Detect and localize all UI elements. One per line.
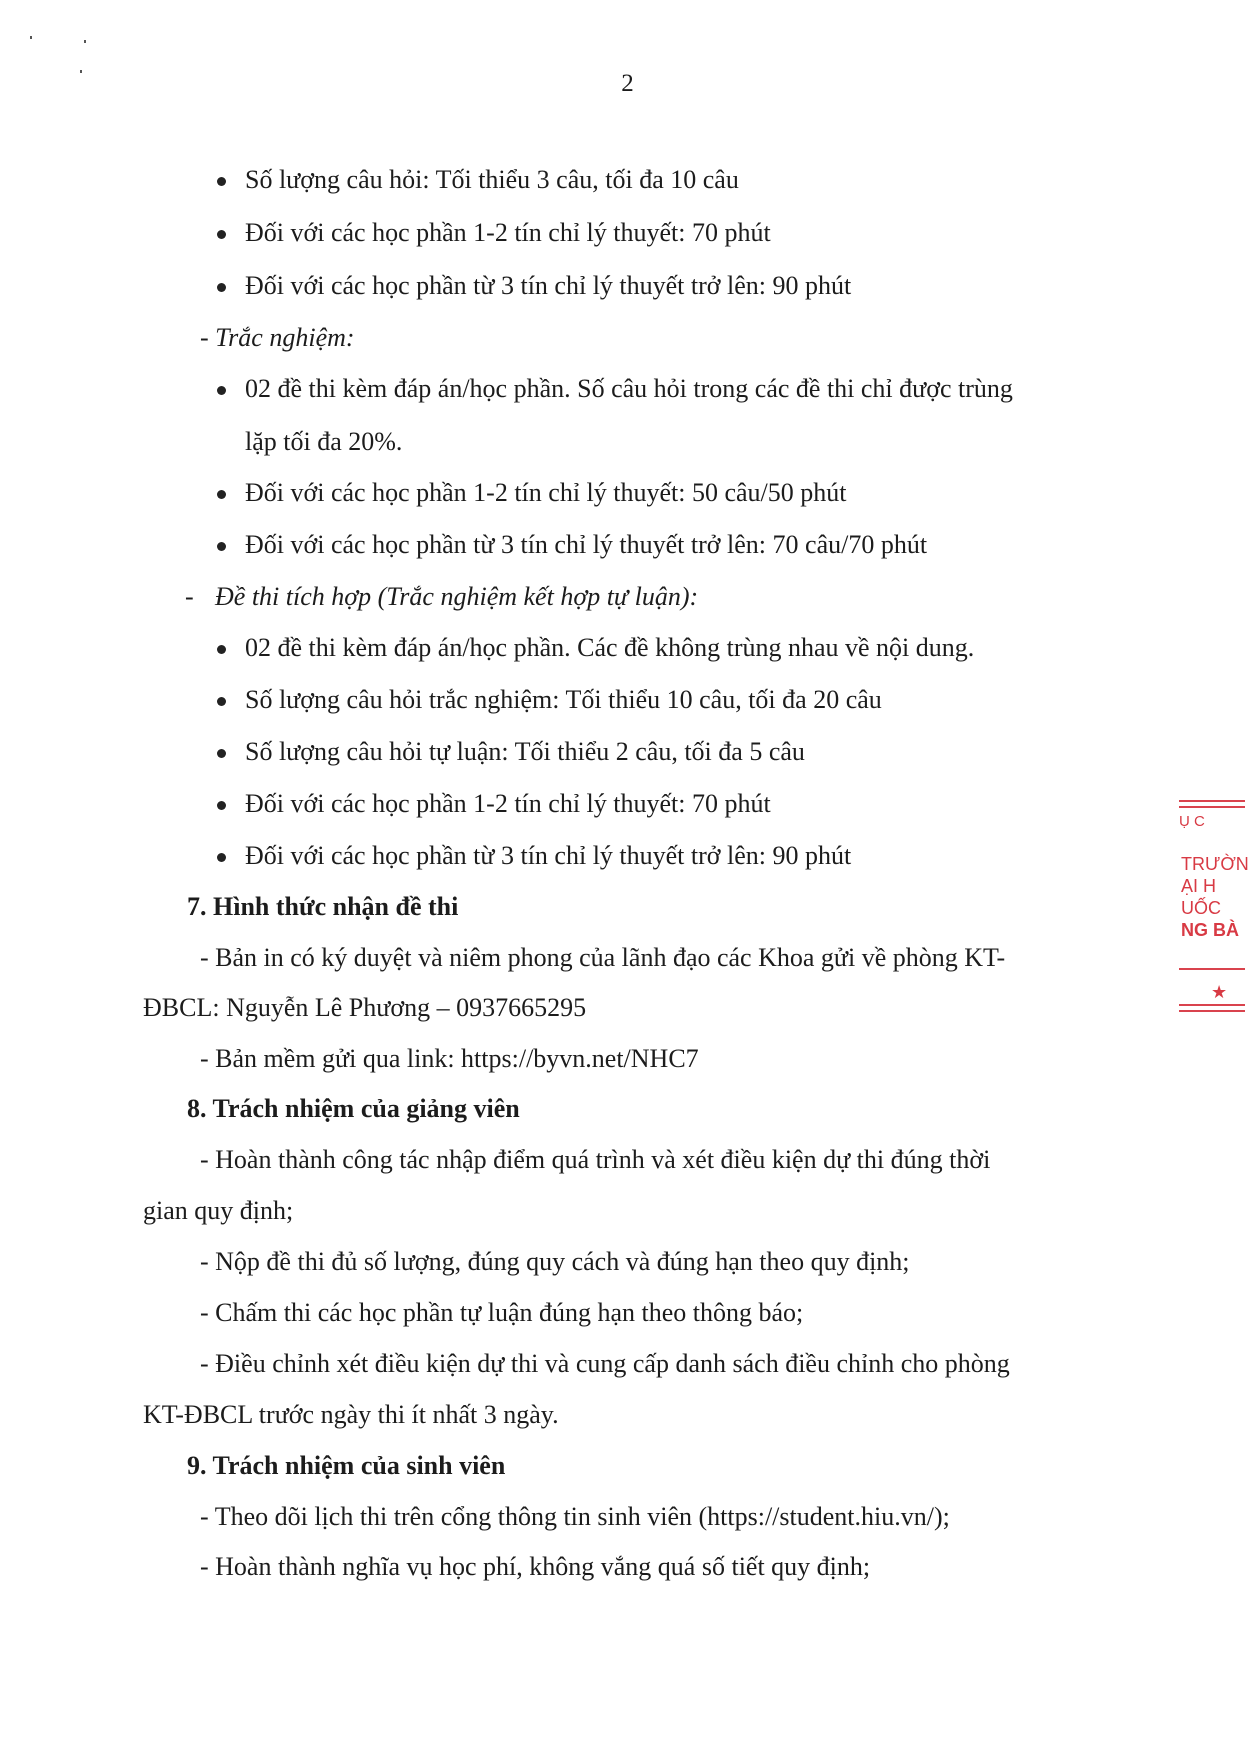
list-item: Đối với các học phần từ 3 tín chỉ lý thuyết trở lên: 70 câu/70 phút xyxy=(245,530,927,560)
bullet-icon xyxy=(217,697,226,706)
official-seal xyxy=(1175,790,1249,1020)
list-item: 02 đề thi kèm đáp án/học phần. Các đề không trùng nhau về nội dung. xyxy=(245,633,974,663)
paragraph-line: - Điều chỉnh xét điều kiện dự thi và cung cấp danh sách điều chỉnh cho phòng xyxy=(200,1349,1010,1378)
paragraph-line: gian quy định; xyxy=(143,1196,294,1225)
paragraph-line: - Chấm thi các học phần tự luận đúng hạn theo thông báo; xyxy=(200,1298,804,1327)
bullet-icon xyxy=(217,230,226,239)
list-item: Đối với các học phần 1-2 tín chỉ lý thuyết: 70 phút xyxy=(245,789,771,819)
list-item: Đối với các học phần từ 3 tín chỉ lý thuyết trở lên: 90 phút xyxy=(245,841,851,871)
list-item-continuation: lặp tối đa 20%. xyxy=(245,427,403,456)
seal-text: Ụ C xyxy=(1179,813,1205,830)
section-7-heading: 7. Hình thức nhận đề thi xyxy=(187,892,459,921)
bullet-icon xyxy=(217,386,226,395)
bullet-icon xyxy=(217,645,226,654)
bullet-icon xyxy=(217,749,226,758)
bullet-icon xyxy=(217,542,226,551)
paragraph-line: - Hoàn thành nghĩa vụ học phí, không vắng quá số tiết quy định; xyxy=(200,1552,871,1581)
list-item: Số lượng câu hỏi tự luận: Tối thiểu 2 câu, tối đa 5 câu xyxy=(245,737,805,767)
seal-text: TRƯỜN xyxy=(1181,854,1249,874)
multiple-choice-label: - Trắc nghiệm: xyxy=(200,323,355,352)
seal-ring xyxy=(1179,968,1245,970)
list-item: Số lượng câu hỏi trắc nghiệm: Tối thiểu 10 câu, tối đa 20 câu xyxy=(245,685,882,715)
seal-text: NG BÀ xyxy=(1181,920,1239,940)
bullet-icon xyxy=(217,177,226,186)
list-item: Đối với các học phần từ 3 tín chỉ lý thuyết trở lên: 90 phút xyxy=(245,271,851,301)
paragraph-line: - Bản in có ký duyệt và niêm phong của lãnh đạo các Khoa gửi về phòng KT- xyxy=(200,943,1006,972)
section-8-heading: 8. Trách nhiệm của giảng viên xyxy=(187,1094,520,1123)
star-icon: ★ xyxy=(1211,982,1228,1002)
list-item: 02 đề thi kèm đáp án/học phần. Số câu hỏi trong các đề thi chỉ được trùng xyxy=(245,374,1013,404)
list-item: Đối với các học phần 1-2 tín chỉ lý thuyết: 50 câu/50 phút xyxy=(245,478,847,508)
integrated-dash: - xyxy=(185,582,194,611)
bullet-icon xyxy=(217,283,226,292)
bullet-icon xyxy=(217,853,226,862)
list-item: Đối với các học phần 1-2 tín chỉ lý thuyết: 70 phút xyxy=(245,218,771,248)
paragraph-line: - Hoàn thành công tác nhập điểm quá trình và xét điều kiện dự thi đúng thời xyxy=(200,1145,991,1174)
paragraph-line: ĐBCL: Nguyễn Lê Phương – 0937665295 xyxy=(143,993,587,1022)
integrated-label: Đề thi tích hợp (Trắc nghiệm kết hợp tự luận): xyxy=(215,582,699,611)
paragraph-line: - Nộp đề thi đủ số lượng, đúng quy cách và đúng hạn theo quy định; xyxy=(200,1247,910,1276)
bullet-icon xyxy=(217,490,226,499)
seal-text: ẠI H xyxy=(1181,876,1217,896)
scan-speck xyxy=(30,36,32,39)
scan-speck xyxy=(84,40,86,43)
section-9-heading: 9. Trách nhiệm của sinh viên xyxy=(187,1451,506,1480)
bullet-icon xyxy=(217,801,226,810)
paragraph-line: - Bản mềm gửi qua link: https://byvn.net/NHC7 xyxy=(200,1044,699,1073)
seal-ring xyxy=(1179,1010,1245,1012)
paragraph-line: - Theo dõi lịch thi trên cổng thông tin sinh viên (https://student.hiu.vn/); xyxy=(200,1502,950,1531)
paragraph-line: KT-ĐBCL trước ngày thi ít nhất 3 ngày. xyxy=(143,1400,559,1429)
seal-ring xyxy=(1179,806,1245,808)
seal-ring xyxy=(1179,800,1245,802)
page-number: 2 xyxy=(621,70,634,97)
seal-ring xyxy=(1179,1004,1245,1006)
seal-text: UỐC xyxy=(1181,898,1221,918)
list-item: Số lượng câu hỏi: Tối thiểu 3 câu, tối đa 10 câu xyxy=(245,165,739,195)
